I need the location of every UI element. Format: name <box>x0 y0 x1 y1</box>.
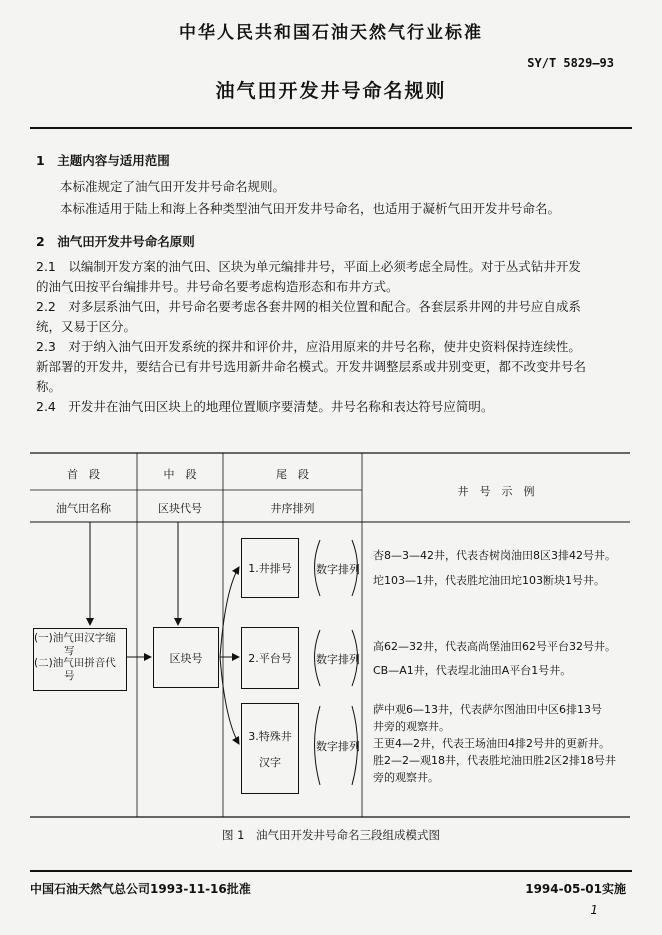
oilfield-naming-box <box>33 628 127 691</box>
example-text: 高62—32井，代表高尚堡油田62号平台32号井。 <box>373 640 616 653</box>
example-text: 胜2—2—观18井，代表胜坨油田胜2区2排18号井 <box>373 754 616 767</box>
section-1-heading: 1 主题内容与适用范围 <box>36 153 170 168</box>
section-2-line: 2.2 对多层系油气田，井号命名要考虑各套井网的相关位置和配合。各套层系井网的井号应自成系 <box>36 299 581 314</box>
section-2-line: 新部署的开发井，要结合已有井号选用新井命名模式。开发井调整层系或井别变更，都不改变井号名 <box>36 359 587 374</box>
special-well-chinese: 汉字 <box>259 755 281 769</box>
section-2-line: 2.1 以编制开发方案的油气田、区块为单元编排井号，平面上必须考虑全局性。对于丛式钻井开发 <box>36 259 581 274</box>
effective-date: 1994-05-01实施 <box>525 882 626 896</box>
example-text: 坨103—1井，代表胜坨油田坨103断块1号井。 <box>373 574 605 587</box>
well-row-number-box: 1.井排号 <box>241 538 299 598</box>
header-middle-segment: 中 段 <box>163 468 197 481</box>
digit-sequence-label: 数字排列 <box>316 653 360 666</box>
approval-date: 中国石油天然气总公司1993-11-16批准 <box>30 882 251 896</box>
block-number-box: 区块号 <box>153 627 219 688</box>
header-first-segment: 首 段 <box>67 468 100 481</box>
example-text: 井旁的观察井。 <box>373 720 450 733</box>
oilfield-pinyin-code: (二)油气田拼音代 <box>34 657 116 669</box>
example-text: 萨中观6—13井，代表萨尔图油田中区6排13号 <box>373 703 602 716</box>
digit-sequence-label: 数字排列 <box>316 563 360 576</box>
page-number: 1 <box>590 903 598 917</box>
document-title: 油气田开发井号命名规则 <box>215 80 447 102</box>
figure-caption: 图 1 油气田开发井号命名三段组成模式图 <box>222 828 440 842</box>
example-text: CB—A1井，代表埕北油田A平台1号井。 <box>373 664 572 677</box>
section-2-line: 统，又易于区分。 <box>36 319 137 334</box>
header-tail-segment: 尾 段 <box>276 468 309 481</box>
section-2-line: 称。 <box>36 379 62 394</box>
section-1-paragraph-1: 本标准规定了油气田开发井号命名规则。 <box>60 179 286 194</box>
special-well-label: 3.特殊井 <box>248 729 292 743</box>
oilfield-chinese-abbr-cont: 写 <box>64 644 75 657</box>
footer-rule <box>30 870 632 872</box>
digit-sequence-label: 数字排列 <box>316 740 360 753</box>
standard-number: SY/T 5829—93 <box>527 56 614 70</box>
oilfield-chinese-abbr: (一)油气田汉字缩 <box>34 632 116 644</box>
platform-number-box: 2.平台号 <box>241 627 299 689</box>
header-examples: 井 号 示 例 <box>457 485 535 498</box>
oilfield-pinyin-code-cont: 号 <box>64 669 75 682</box>
header-block-code: 区块代号 <box>158 502 202 515</box>
section-2-line: 2.4 开发井在油气田区块上的地理位置顺序要清楚。井号名称和表达符号应简明。 <box>36 399 494 414</box>
standard-category-title: 中华人民共和国石油天然气行业标准 <box>179 23 483 43</box>
example-text: 王更4—2井，代表王场油田4排2号井的更新井。 <box>373 737 610 750</box>
special-well-box <box>241 703 299 794</box>
section-2-line: 2.3 对于纳入油气田开发系统的探井和评价井，应沿用原来的井号名称，使井史资料保持连续性。 <box>36 339 581 354</box>
section-2-line: 的油气田按平台编排井号。井号命名要考虑构造形态和布井方式。 <box>36 279 399 294</box>
example-text: 旁的观察井。 <box>373 771 439 784</box>
header-well-sequence: 井序排列 <box>270 502 315 515</box>
example-text: 杏8—3—42井，代表杏树岗油田8区3排42号井。 <box>373 549 616 562</box>
header-oilfield-name: 油气田名称 <box>56 502 111 515</box>
section-1-paragraph-2: 本标准适用于陆上和海上各种类型油气田开发井号命名，也适用于凝析气田开发井号命名。 <box>60 201 561 216</box>
section-2-heading: 2 油气田开发井号命名原则 <box>36 234 195 249</box>
